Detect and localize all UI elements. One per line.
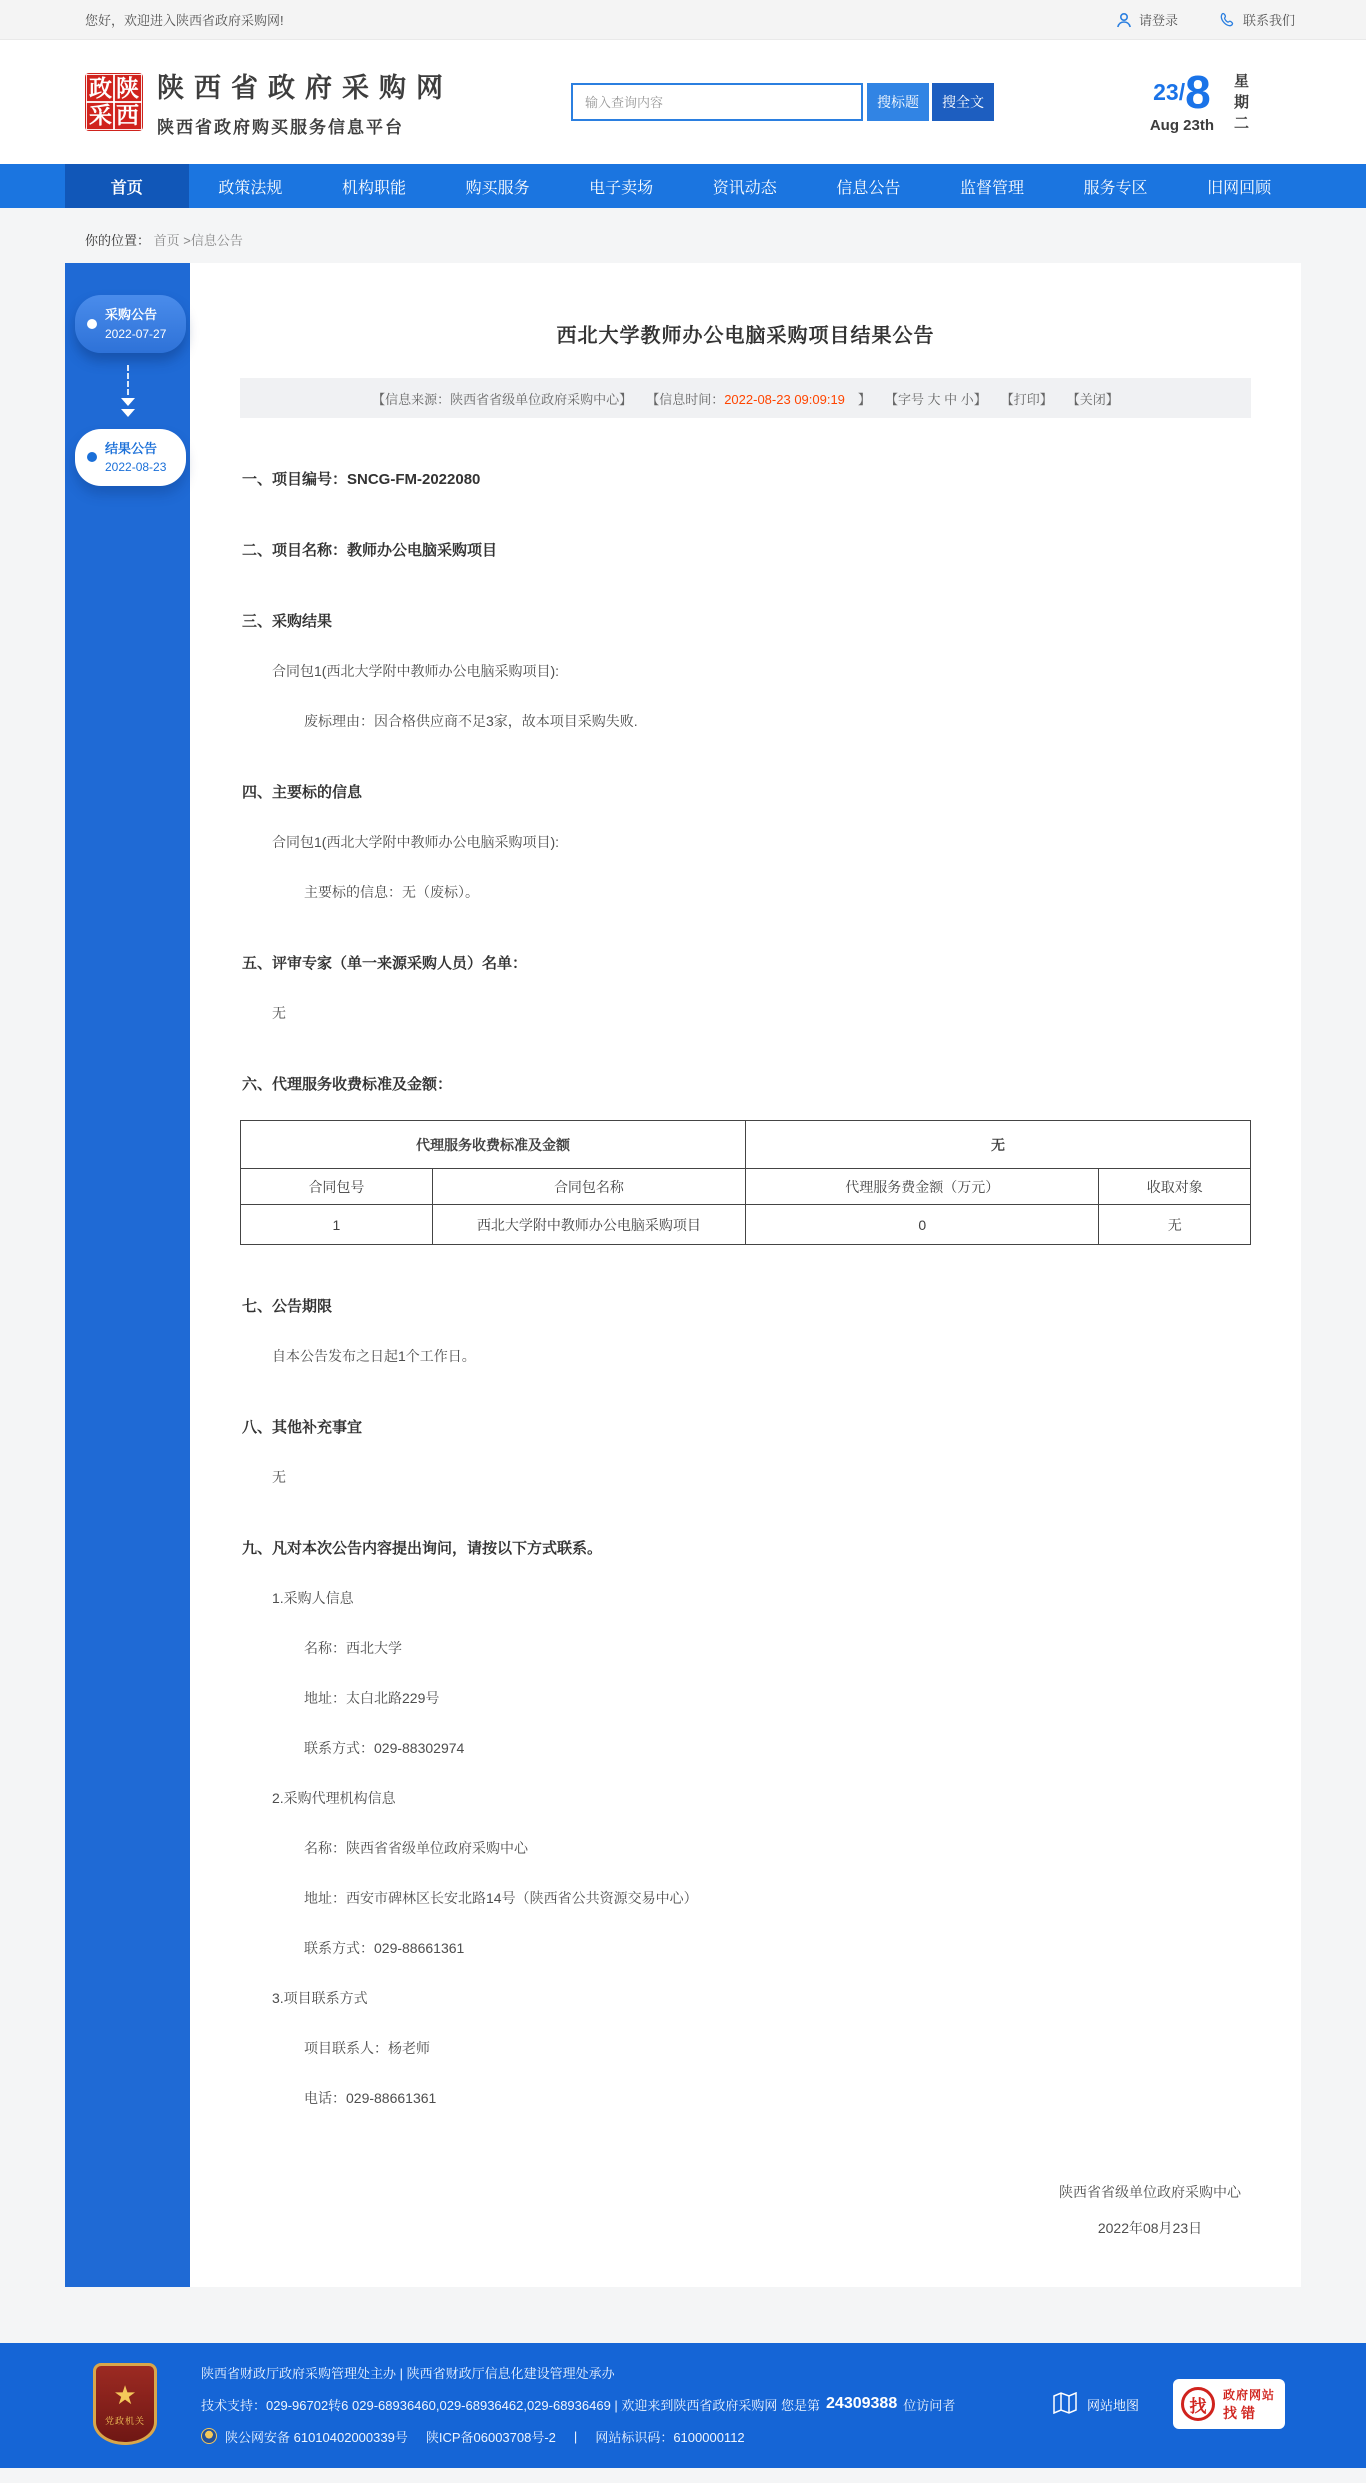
date-english: Aug 23th bbox=[1149, 116, 1214, 134]
weekday-label: 星期二 bbox=[1232, 72, 1249, 136]
timeline-item-title: 采购公告 bbox=[105, 307, 158, 322]
seal-char: 政 bbox=[89, 75, 112, 101]
table-cell: 无 bbox=[1099, 1205, 1251, 1245]
timeline-arrow-icon bbox=[65, 353, 190, 429]
bottom-strip bbox=[0, 2468, 1366, 2483]
timeline-dot bbox=[87, 319, 97, 329]
signature-date: 2022年08月23日 bbox=[1097, 2220, 1203, 2237]
section-agency-fee bbox=[240, 1073, 1251, 1245]
logo-seal-icon bbox=[85, 73, 143, 131]
article-meta-bar bbox=[240, 378, 1251, 418]
section-line: 合同包1(西北大学附中教师办公电脑采购项目): bbox=[272, 663, 559, 679]
search-fulltext-button[interactable]: 搜全文 bbox=[932, 83, 994, 121]
nav-item-news[interactable]: 资讯动态 bbox=[712, 179, 777, 197]
table-cell: 1 bbox=[241, 1205, 433, 1245]
footer-support-line: 技术支持：029-96702转6 029-68936460,029-68936462,029-68936469 | 欢迎来到陕西省政府采购网 您是第 24309388 位访问者 bbox=[201, 2395, 956, 2413]
section-line: 合同包1(西北大学附中教师办公电脑采购项目): bbox=[272, 834, 559, 850]
table-col-header: 合同包名称 bbox=[432, 1169, 745, 1205]
section-line: 主要标的信息：无（废标）。 bbox=[304, 884, 479, 900]
section-line: 名称：西北大学 bbox=[304, 1640, 402, 1656]
timeline-item-date: 2022-07-27 bbox=[105, 326, 167, 341]
print-button[interactable]: 【打印】 bbox=[1000, 391, 1053, 407]
section-experts bbox=[240, 952, 1251, 1023]
sitemap-label: 网站地图 bbox=[1086, 2397, 1139, 2413]
section-heading: 七、公告期限 bbox=[242, 1298, 333, 1315]
nav-item-policies[interactable]: 政策法规 bbox=[218, 179, 283, 197]
nav-item-home[interactable]: 首页 bbox=[65, 164, 189, 208]
section-line: 地址：西安市碑林区长安北路14号（陕西省公共资源交易中心） bbox=[304, 1890, 698, 1906]
footer-beian-line bbox=[201, 2427, 1053, 2446]
section-project-number bbox=[240, 468, 1251, 489]
nav-item-announcements[interactable]: 信息公告 bbox=[836, 179, 901, 197]
timeline-sidebar bbox=[65, 263, 190, 2287]
police-badge-icon bbox=[201, 2428, 217, 2444]
section-main-subject-info bbox=[240, 781, 1251, 902]
login-label: 请登录 bbox=[1138, 13, 1178, 28]
agency-fee-table bbox=[240, 1120, 1251, 1245]
seal-char: 陕 bbox=[116, 75, 139, 101]
login-link[interactable] bbox=[1116, 10, 1178, 29]
section-line: 联系方式：029-88661361 bbox=[304, 1940, 465, 1956]
section-heading: 八、其他补充事宜 bbox=[242, 1419, 363, 1436]
section-line: 1.采购人信息 bbox=[272, 1590, 354, 1606]
section-line: 无 bbox=[272, 1005, 286, 1021]
section-line: 项目联系人：杨老师 bbox=[304, 2040, 430, 2056]
search-area bbox=[571, 83, 994, 121]
section-line: 名称：陕西省省级单位政府采购中心 bbox=[304, 1840, 528, 1856]
timeline-dot bbox=[87, 452, 97, 462]
table-cell: 西北大学附中教师办公电脑采购项目 bbox=[432, 1205, 745, 1245]
error-report-line1: 政府网站 bbox=[1223, 2387, 1276, 2402]
top-bar bbox=[0, 0, 1366, 40]
seal-char: 西 bbox=[116, 102, 139, 128]
nav-item-service-zone[interactable]: 服务专区 bbox=[1083, 179, 1148, 197]
section-line: 地址：太白北路229号 bbox=[304, 1690, 440, 1706]
table-col-header: 合同包号 bbox=[241, 1169, 433, 1205]
sitemap-link[interactable] bbox=[1053, 2392, 1139, 2417]
section-line: 2.采购代理机构信息 bbox=[272, 1790, 396, 1806]
nav-item-old-site[interactable]: 旧网回顾 bbox=[1207, 179, 1272, 197]
user-icon bbox=[1116, 12, 1132, 28]
nav-item-functions[interactable]: 机构职能 bbox=[341, 179, 406, 197]
section-procurement-result bbox=[240, 610, 1251, 731]
search-title-button[interactable]: 搜标题 bbox=[867, 83, 929, 121]
gov-site-error-report-badge[interactable] bbox=[1173, 2379, 1285, 2429]
date-widget bbox=[1149, 65, 1301, 136]
section-line: 废标理由：因合格供应商不足3家，故本项目采购失败. bbox=[304, 713, 638, 729]
search-input[interactable] bbox=[571, 83, 863, 121]
error-report-icon: 找 bbox=[1181, 2387, 1215, 2421]
section-line: 无 bbox=[272, 1469, 286, 1485]
timeline-item-date: 2022-08-23 bbox=[105, 460, 167, 474]
table-merged-header-left: 代理服务收费标准及金额 bbox=[241, 1121, 746, 1169]
meta-source: 【信息来源：陕西省省级单位政府采购中心】 bbox=[372, 391, 633, 407]
section-project-name bbox=[240, 539, 1251, 560]
main-nav bbox=[0, 164, 1366, 208]
error-report-line2: 找错 bbox=[1223, 2404, 1259, 2421]
site-title: 陕西省政府采购网 bbox=[157, 73, 453, 103]
site-subtitle: 陕西省政府购买服务信息平台 bbox=[157, 118, 404, 137]
site-footer bbox=[0, 2343, 1366, 2468]
meta-time: 【信息时间：2022-08-23 09:09:19 】 bbox=[646, 391, 871, 407]
section-line: 3.项目联系方式 bbox=[272, 1990, 368, 2006]
footer-divider: | bbox=[573, 2428, 578, 2444]
section-heading: 四、主要标的信息 bbox=[242, 784, 363, 801]
close-button[interactable]: 【关闭】 bbox=[1066, 391, 1119, 407]
party-government-emblem-icon: ★ 党政机关 bbox=[93, 2363, 157, 2445]
timeline-item-purchase-announcement[interactable] bbox=[75, 295, 186, 353]
site-code: 网站标识码：6100000112 bbox=[595, 2429, 745, 2445]
timeline-item-result-announcement[interactable] bbox=[75, 429, 186, 487]
meta-font-size-control[interactable]: 【字号 大 中 小】 bbox=[884, 391, 987, 407]
breadcrumb-label: 你的位置： bbox=[85, 233, 151, 248]
section-announcement-period bbox=[240, 1295, 1251, 1366]
seal-char: 采 bbox=[89, 102, 112, 128]
nav-item-purchase-service[interactable]: 购买服务 bbox=[465, 179, 530, 197]
section-heading: 三、采购结果 bbox=[242, 613, 333, 630]
nav-item-supervision[interactable]: 监督管理 bbox=[959, 179, 1024, 197]
site-logo[interactable] bbox=[65, 66, 453, 138]
section-line: 自本公告发布之日起1个工作日。 bbox=[272, 1348, 476, 1364]
table-merged-header-right: 无 bbox=[745, 1121, 1250, 1169]
table-col-header: 代理服务费金额（万元） bbox=[745, 1169, 1099, 1205]
breadcrumb bbox=[65, 208, 1301, 263]
visitor-count: 24309388 bbox=[826, 2395, 898, 2413]
nav-item-e-mall[interactable]: 电子卖场 bbox=[589, 179, 654, 197]
footer-organizer-line: 陕西省财政厅政府采购管理处主办 | 陕西省财政厅信息化建设管理处承办 bbox=[201, 2365, 615, 2381]
signature-org: 陕西省省级单位政府采购中心 bbox=[1059, 2184, 1241, 2200]
emblem-label: 党政机关 bbox=[104, 2415, 145, 2426]
date-day-month: 23/8 bbox=[1153, 65, 1211, 118]
section-line: 电话：029-88661361 bbox=[304, 2090, 437, 2106]
contact-link[interactable] bbox=[1220, 10, 1295, 29]
section-contact-info bbox=[240, 1537, 1251, 2108]
gongan-beian[interactable]: 陕公网安备 61010402000339号 bbox=[225, 2429, 408, 2445]
section-heading: 一、项目编号：SNCG-FM-2022080 bbox=[242, 471, 481, 488]
section-heading: 九、凡对本次公告内容提出询问，请按以下方式联系。 bbox=[242, 1540, 603, 1557]
section-heading: 五、评审专家（单一来源采购人员）名单： bbox=[242, 955, 528, 972]
phone-icon bbox=[1220, 12, 1236, 28]
map-icon bbox=[1053, 2392, 1077, 2417]
contact-label: 联系我们 bbox=[1242, 13, 1295, 28]
breadcrumb-path[interactable]: 首页 >信息公告 bbox=[153, 233, 243, 248]
section-line: 联系方式：029-88302974 bbox=[304, 1740, 465, 1756]
section-heading: 二、项目名称：教师办公电脑采购项目 bbox=[242, 542, 498, 559]
site-header bbox=[0, 40, 1366, 164]
article-title: 西北大学教师办公电脑采购项目结果公告 bbox=[556, 325, 935, 347]
table-row bbox=[241, 1205, 1251, 1245]
section-heading: 六、代理服务收费标准及金额： bbox=[242, 1076, 453, 1093]
icp-beian[interactable]: 陕ICP备06003708号-2 bbox=[425, 2429, 556, 2445]
timeline-item-title: 结果公告 bbox=[105, 440, 158, 456]
article-panel bbox=[190, 263, 1301, 2287]
table-cell: 0 bbox=[745, 1205, 1099, 1245]
welcome-text: 您好，欢迎进入陕西省政府采购网! bbox=[85, 13, 284, 28]
table-col-header: 收取对象 bbox=[1099, 1169, 1251, 1205]
section-other-matters bbox=[240, 1416, 1251, 1487]
signature-block bbox=[240, 2174, 1251, 2247]
